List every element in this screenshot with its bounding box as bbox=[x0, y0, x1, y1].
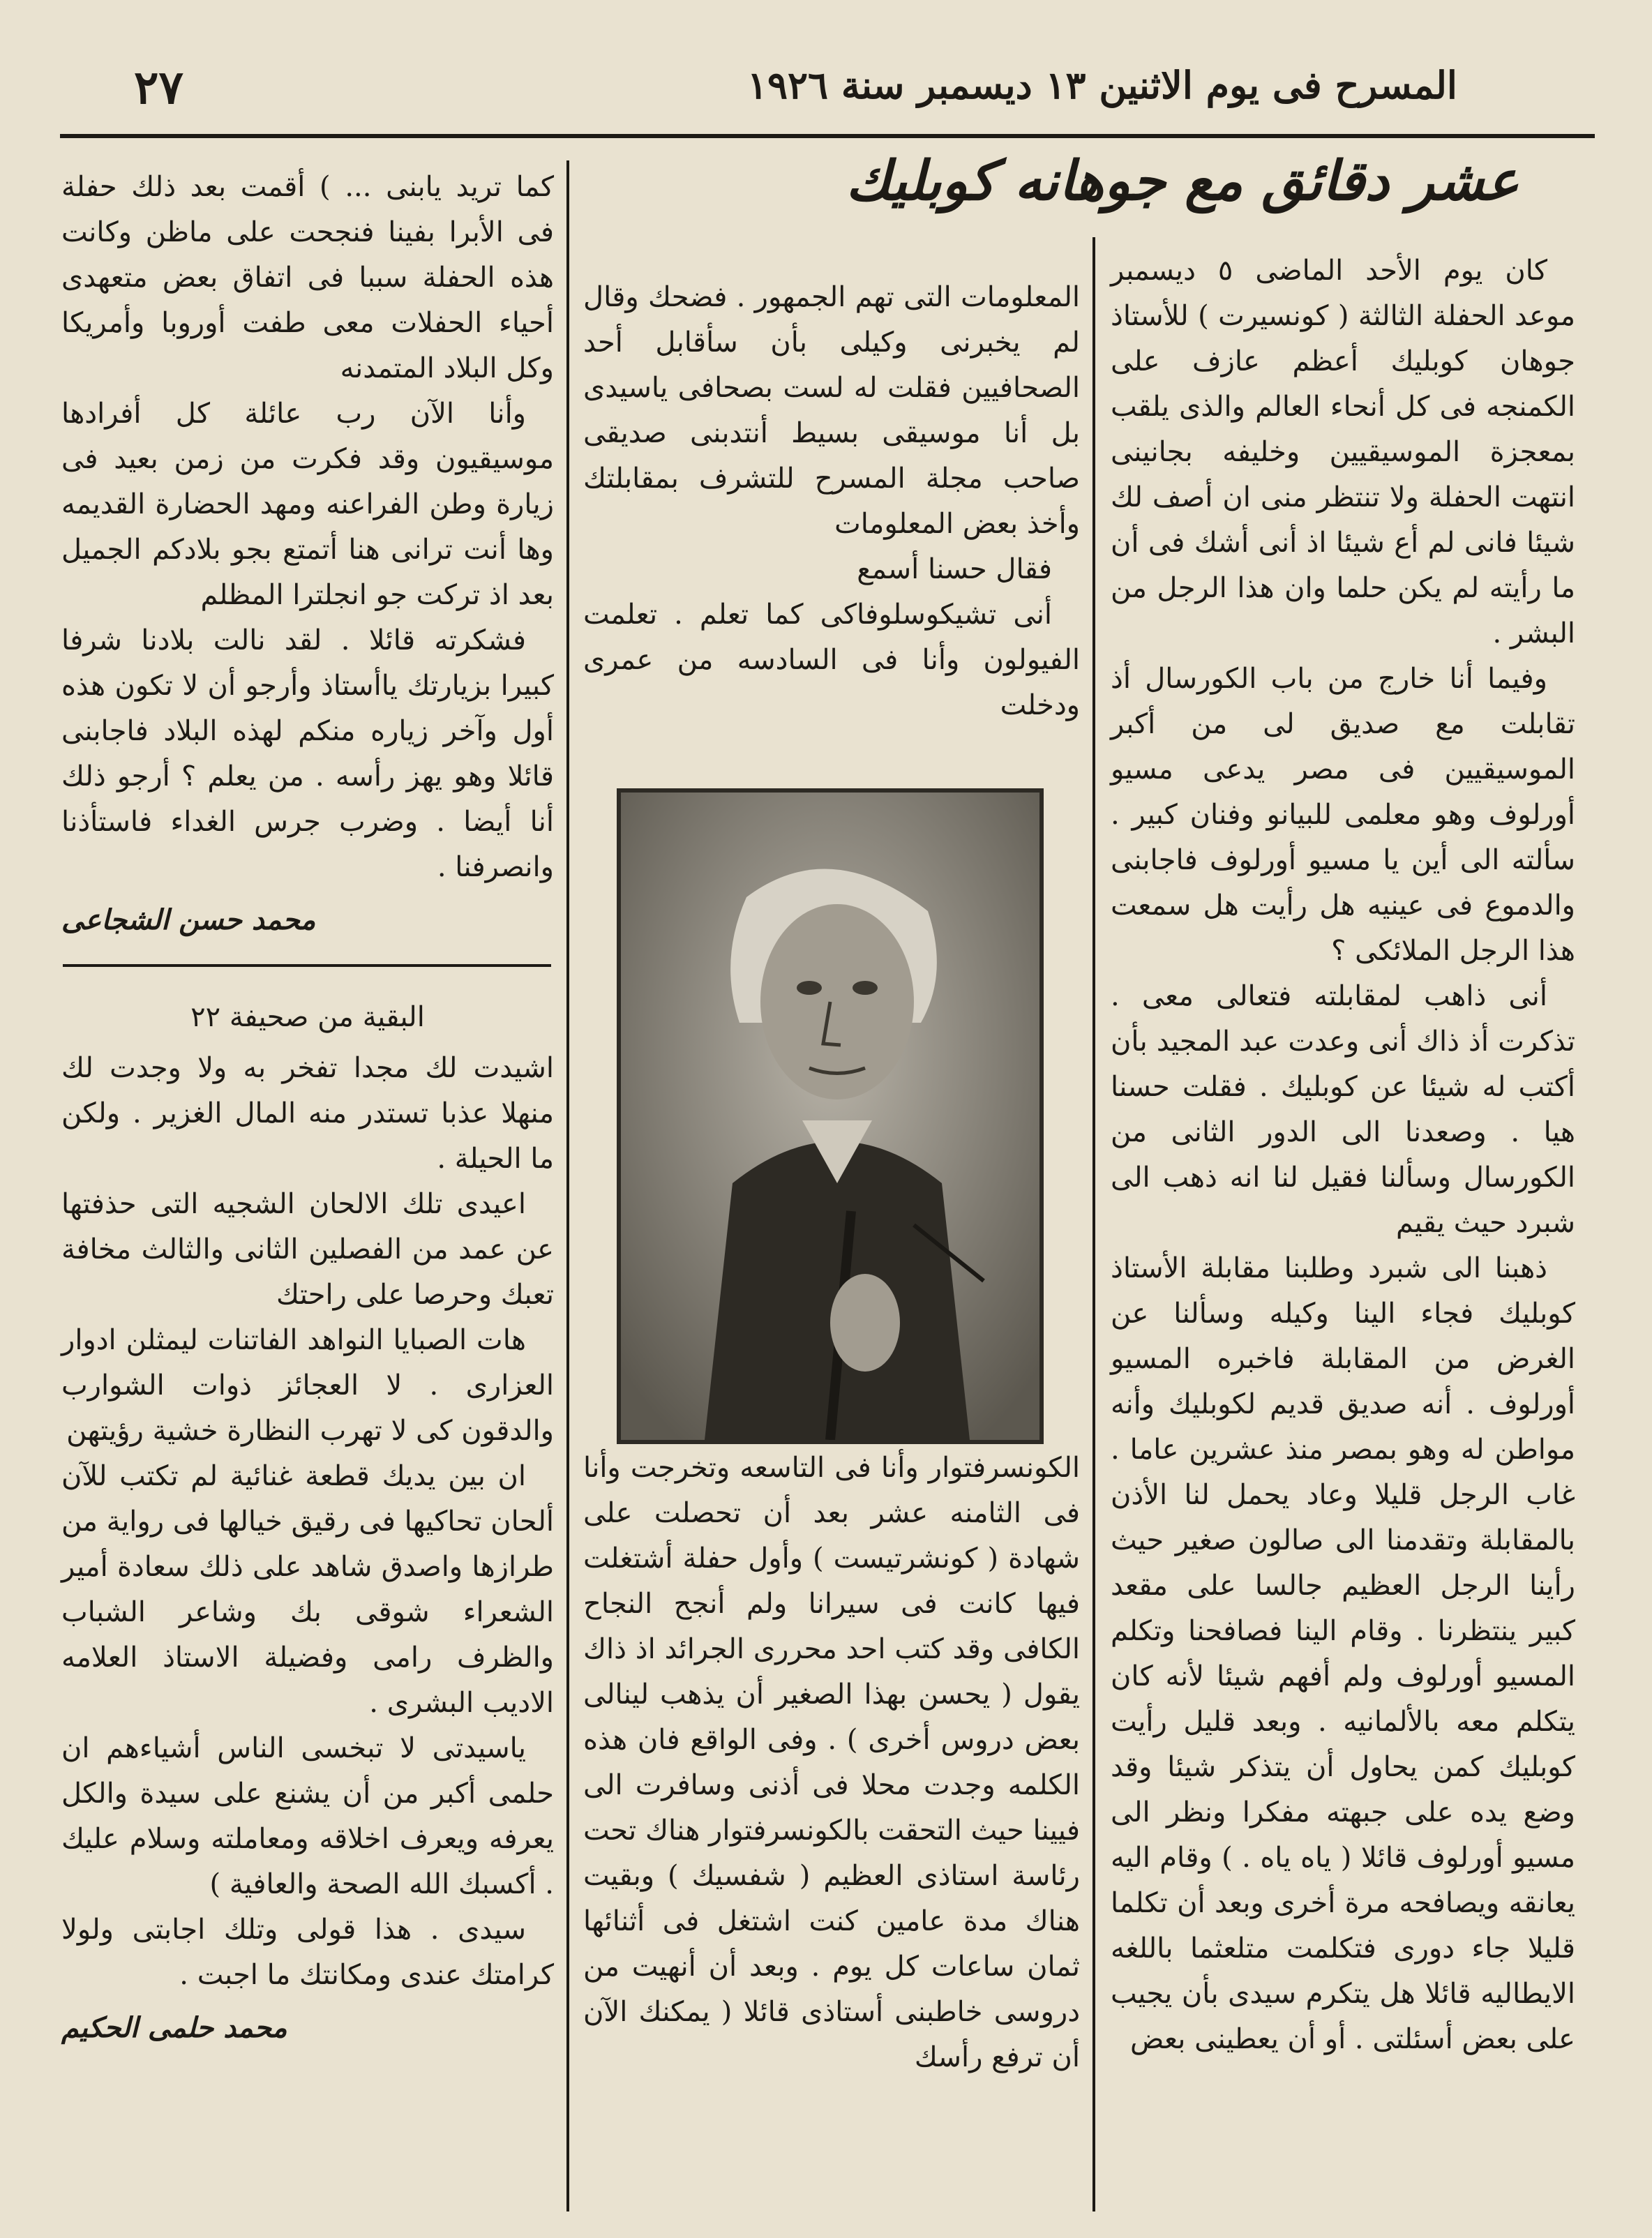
paragraph: الكونسرفتوار وأنا فى التاسعه وتخرجت وأنا فى الثامنه عشر بعد أن تحصلت على شهادة ( كونشرتيست ) وأول حفلة أشتغلت فيها كانت فى سيرانا ولم أنجح النجاح الكافى وقد كتب احد محررى الجرائد اذ ذاك يقول ( يحسن بهذا الصغير أن يذهب لينالى بعض دروس أخرى ) . وفى الواقع فان هذه الكلمه وجدت محلا فى أذنى وسافرت الى فيينا حيث التحقت بالكونسرفتوار هناك تحت رئاسة استاذى العظيم ( شفسيك ) وبقيت هناك مدة عامين كنت اشتغل فى أثنائها ثمان ساعات كل يوم . وبعد أن أنهيت من دروسى خاطبنى أستاذى قائلا ( يمكنك الآن أن ترفع رأسك bbox=[583, 1452, 1080, 2073]
paragraph: سيدى . هذا قولى وتلك اجابتى ولولا كرامتك عندى ومكانتك ما اجبت . bbox=[61, 1914, 554, 1991]
paragraph: وفيما أنا خارج من باب الكورسال أذ تقابلت مع صديق لى من أكبر الموسيقيين فى مصر يدعى مسيو أورلوف وهو معلمى للبيانو وفنان كبير . سألته الى أين يا مسيو أورلوف فاجابنى والدموع فى عينيه هل رأيت هل سمعت هذا الرجل الملائكى ؟ bbox=[1111, 663, 1575, 967]
paragraph: كان يوم الأحد الماضى ٥ ديسمبر موعد الحفلة الثالثة ( كونسيرت ) للأستاذ جوهان كوبليك أعظم عازف على الكمنجه فى كل أنحاء العالم والذى يلقب بمعجزة الموسيقيين وخليفه بجانينى انتهت الحفلة ولا تنتظر منى ان أصف لك شيئا فانى لم أع شيئا اذ أنى أشك فى أن ما رأيته لم يكن حلما وان هذا الرجل من البشر . bbox=[1111, 255, 1575, 649]
paragraph: اشيدت لك مجدا تفخر به ولا وجدت لك منهلا عذبا تستدر منه المال الغزير . ولكن ما الحيلة . bbox=[61, 1052, 554, 1175]
paragraph: ان بين يديك قطعة غنائية لم تكتب للآن ألحان تحاكيها فى رقيق خيالها فى رواية من طرازها واصدق شاهد على ذلك سعادة أمير الشعراء شوقى بك وشاعر الشباب والظرف رامى وفضيلة الاستاذ العلامه الاديب البشرى . bbox=[61, 1460, 554, 1719]
portrait-image bbox=[621, 793, 1039, 1440]
article-column-left bbox=[61, 165, 554, 942]
column-divider-right bbox=[1092, 237, 1095, 2211]
violinist-photo bbox=[617, 788, 1044, 1444]
paragraph: اعيدى تلك الالحان الشجيه التى حذفتها عن عمد من الفصلين الثانى والثالث مخافة تعبك وحرصا على راحتك bbox=[61, 1188, 554, 1311]
paragraph: أنى تشيكوسلوفاكى كما تعلم . تعلمت الفيولون وأنا فى السادسه من عمرى ودخلت bbox=[583, 599, 1080, 721]
paragraph: هات الصبايا النواهد الفاتنات ليمثلن ادوار العزارى . لا العجائز ذوات الشوارب والدقون كى لا تهرب النظارة خشية رؤيتهن bbox=[61, 1324, 554, 1447]
article-signature: محمد حسن الشجاعى bbox=[61, 903, 316, 936]
column-divider-left bbox=[566, 160, 569, 2211]
continued-signature: محمد حلمى الحكيم bbox=[61, 2011, 287, 2044]
article-column-middle-top bbox=[583, 275, 1080, 728]
continued-heading: البقية من صحيفة ٢٢ bbox=[190, 1001, 425, 1033]
paragraph: أنى ذاهب لمقابلته فتعالى معى . تذكرت أذ ذاك أنى وعدت عبد المجيد بأن أكتب له شيئا عن كوبليك . فقلت حسنا هيا . وصعدنا الى الدور الثانى من الكورسال وسألنا فقيل لنا انه ذهب الى شبرد حيث يقيم bbox=[1111, 980, 1575, 1239]
paragraph: المعلومات التى تهم الجمهور . فضحك وقال لم يخبرنى وكيلى بأن سأقابل أحد الصحافيين فقلت له لست بصحافى ياسيدى بل أنا موسيقى بسيط أنتدبنى صديقى صاحب مجلة المسرح للتشرف بمقابلتك وأخذ بعض المعلومات bbox=[583, 281, 1080, 540]
paragraph: ياسيدتى لا تبخسى الناس أشياءهم ان حلمى أكبر من أن يشنع على سيدة والكل يعرفه ويعرف اخلاقه ومعاملته وسلام عليك . أكسبك الله الصحة والعافية ) bbox=[61, 1732, 554, 1900]
article-title: عشر دقائق مع جوهانه كوبليك bbox=[846, 149, 1519, 213]
continued-article bbox=[61, 995, 554, 2050]
section-divider bbox=[63, 964, 551, 967]
paragraph: ذهبنا الى شبرد وطلبنا مقابلة الأستاذ كوبليك فجاء الينا وكيله وسألنا عن الغرض من المقابلة فاخبره المسيو أورلوف . أنه صديق قديم لكوبليك وأنه مواطن له وهو بمصر منذ عشرين عاما . غاب الرجل قليلا وعاد يحمل لنا الأذن بالمقابلة وتقدمنا الى صالون صغير حيث رأينا الرجل العظيم جالسا على مقعد كبير ينتظرنا . وقام الينا فصافحنا وتكلم المسيو أورلوف ولم أفهم شيئا لأنه كان يتكلم معه بالألمانيه . وبعد قليل رأيت كوبليك كمن يحاول أن يتذكر شيئا وقد وضع يده على جبهته مفكرا ونظر الى مسيو أورلوف قائلا ( ياه ياه . ) وقام اليه يعانقه ويصافحه مرة أخرى وبعد أن تكلما قليلا جاء دورى فتكلمت متلعثما باللغه الايطاليه قائلا هل يتكرم سيدى بأن يجيب على بعض أسئلتى . أو أن يعطينى بعض bbox=[1111, 1252, 1575, 2055]
paragraph: فشكرته قائلا . لقد نالت بلادنا شرفا كبيرا بزيارتك ياأستاذ وأرجو أن لا تكون هذه أول وآخر زياره منكم لهذه البلاد فاجابنى قائلا وهو يهز رأسه . من يعلم ؟ أرجو ذلك أنا أيضا . وضرب جرس الغداء فاستأذنا وانصرفنا . bbox=[61, 624, 554, 883]
paragraph: كما تريد يابنى ... ) أقمت بعد ذلك حفلة فى الأبرا بفينا فنجحت على ماظن وكانت هذه الحفلة سببا فى اتفاق بعض متعهدى أحياء الحفلات معى طفت أوروبا وأمريكا وكل البلاد المتمدنه bbox=[61, 171, 554, 384]
article-column-right bbox=[1111, 248, 1575, 2062]
paragraph: وأنا الآن رب عائلة كل أفرادها موسيقيون وقد فكرت من زمن بعيد فى زيارة وطن الفراعنه ومهد الحضارة القديمه وها أنت ترانى هنا أتمتع بجو بلادكم الجميل بعد اذ تركت جو انجلترا المظلم bbox=[61, 398, 554, 611]
article-column-middle-bottom bbox=[583, 1445, 1080, 2080]
page-header bbox=[56, 60, 1591, 137]
paragraph: فقال حسنا أسمع bbox=[857, 553, 1052, 585]
header-title: المسرح فى يوم الاثنين ١٣ ديسمبر سنة ١٩٢٦ bbox=[747, 63, 1457, 107]
page-number: ٢٧ bbox=[134, 60, 183, 114]
header-rule bbox=[60, 134, 1595, 138]
